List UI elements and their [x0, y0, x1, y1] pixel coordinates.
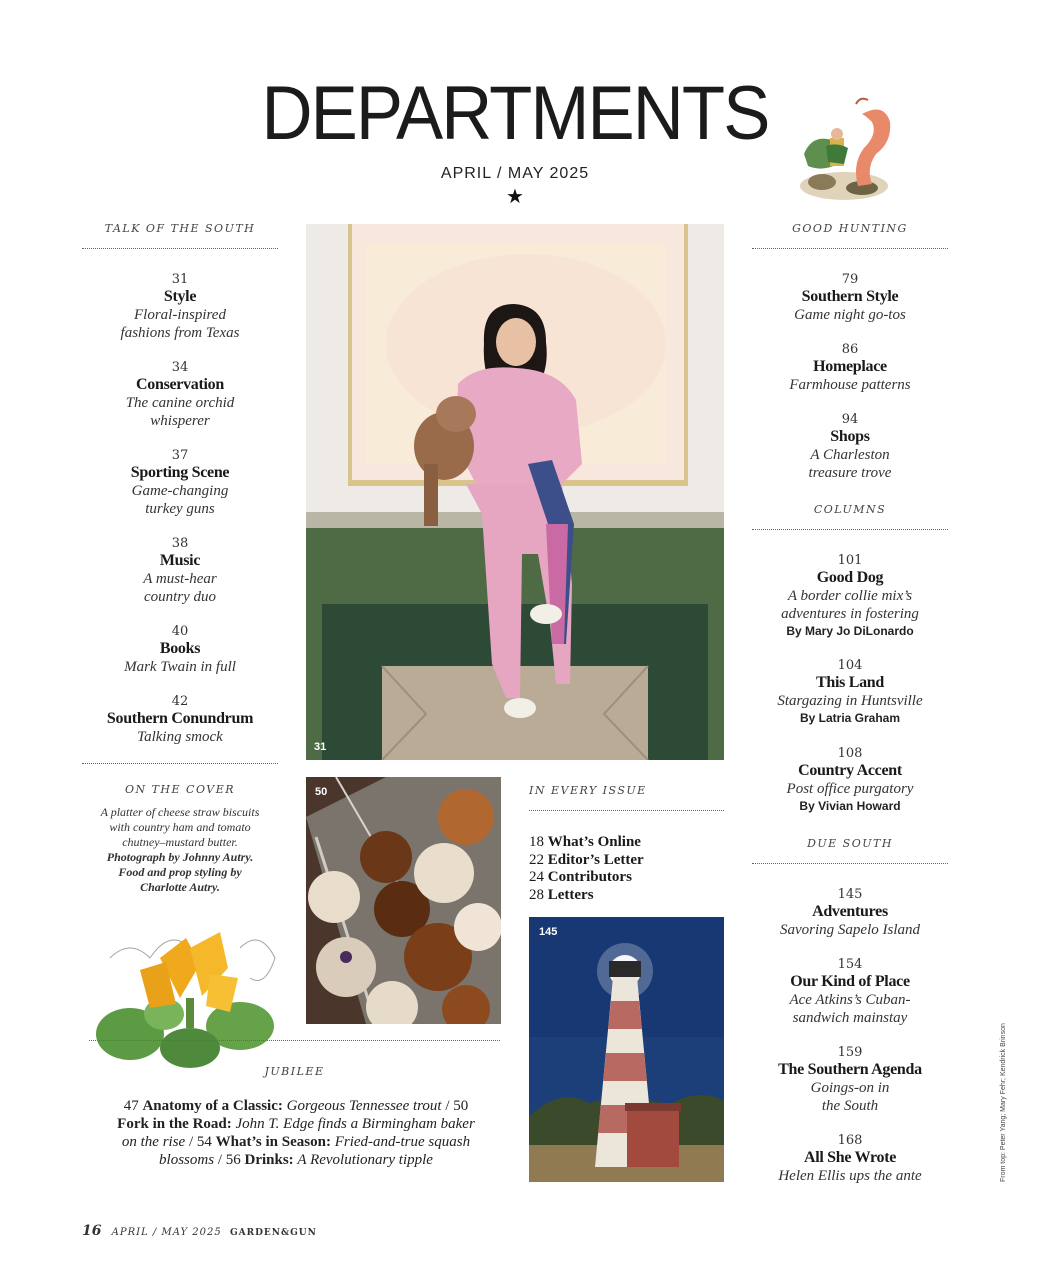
entry-desc: John T. Edge finds a Birmingham baker on the rise [121, 1116, 475, 1150]
page-number: 101 [837, 553, 863, 568]
page-number: 47 [123, 1098, 139, 1114]
divider [82, 248, 278, 249]
entry-title: Letters [547, 886, 594, 903]
divider [752, 529, 948, 530]
separator: / [214, 1152, 226, 1168]
byline: By Latria Graham [799, 711, 901, 725]
section-heading-in-every-issue: IN EVERY ISSUE [529, 784, 647, 797]
entry-title: Contributors [547, 869, 632, 885]
page-number: 54 [196, 1134, 212, 1150]
cover-caption-line: chutney–mustard butter. [122, 835, 238, 849]
entry-desc: country duo [143, 589, 217, 605]
entry-title: Shops [830, 428, 870, 445]
section-heading-due-south: DUE SOUTH [807, 837, 893, 850]
entry-title: This Land [815, 674, 884, 691]
divider [752, 863, 948, 864]
toc-entry-books[interactable] [82, 624, 278, 676]
entry-desc: Fried-and-true squash blossoms [159, 1134, 471, 1168]
page-number: 56 [225, 1152, 241, 1168]
section-heading-on-the-cover: ON THE COVER [124, 783, 236, 796]
entry-title[interactable]: Fork in the Road: [117, 1116, 232, 1132]
entry-desc: Post office purgatory [786, 781, 914, 797]
photo-page-number: 31 [314, 741, 327, 753]
toc-entry-sporting-scene[interactable] [82, 448, 278, 518]
entry-title[interactable]: Anatomy of a Classic: [142, 1098, 283, 1114]
entry-desc: Ace Atkins’s Cuban- [789, 992, 911, 1008]
entry-title: Our Kind of Place [790, 973, 910, 990]
entry-title: Editor’s Letter [547, 851, 644, 868]
entry-desc: Game night go-tos [794, 307, 906, 323]
entry-desc: Mark Twain in full [124, 659, 236, 675]
page-footer [82, 1223, 317, 1239]
entry-desc: fashions from Texas [120, 325, 240, 341]
cover-caption-line: with country ham and tomato [109, 820, 251, 834]
divider [89, 1040, 500, 1041]
entry-title: Adventures [812, 903, 888, 920]
divider [82, 763, 278, 764]
page-number: 86 [841, 342, 859, 357]
page-number: 79 [841, 272, 859, 287]
entry-title: Music [159, 552, 201, 569]
toc-entry-music[interactable] [82, 536, 278, 606]
page-number: 168 [837, 1133, 863, 1148]
page-number: 42 [171, 694, 189, 709]
entry-title: Southern Conundrum [106, 710, 254, 727]
section-heading-jubilee: JUBILEE [264, 1065, 325, 1078]
photo-page-number: 145 [539, 926, 558, 938]
page-number: 40 [171, 624, 189, 639]
entry-title: Good Dog [816, 569, 884, 586]
page-number: 50 [453, 1098, 469, 1114]
cover-caption-line: Photograph by Johnny Autry. [106, 850, 254, 864]
toc-entry-the-southern-agenda[interactable] [752, 1045, 948, 1115]
page-number: 154 [837, 957, 863, 972]
entry-desc: Helen Ellis ups the ante [778, 1168, 922, 1184]
entry-desc: Goings-on in [810, 1080, 890, 1096]
page-number: 145 [837, 887, 863, 902]
entry-desc: whisperer [150, 413, 210, 429]
in-every-issue-list [529, 834, 724, 904]
entry-desc: adventures in fostering [781, 606, 919, 622]
photo-pastries [306, 777, 501, 1024]
entry-desc: Savoring Sapelo Island [780, 922, 920, 938]
photo-page-number: 50 [315, 786, 328, 798]
entry-desc: Game-changing [131, 483, 229, 499]
entry-desc: A must-hear [143, 571, 217, 587]
entry-title: Style [163, 288, 197, 305]
entry-desc: sandwich mainstay [792, 1010, 908, 1026]
page-title: DEPARTMENTS [261, 71, 769, 156]
photo-lighthouse [529, 917, 724, 1182]
entry-desc: A Revolutionary tipple [297, 1152, 433, 1168]
entry-desc: The canine orchid [125, 395, 235, 411]
page-number: 24 [529, 869, 544, 885]
toc-entry-southern-style[interactable] [752, 272, 948, 324]
page-number: 22 [529, 851, 544, 868]
entry-title: All She Wrote [803, 1149, 897, 1166]
page-number: 28 [529, 886, 544, 903]
list-item[interactable] [529, 852, 724, 870]
toc-entry-this-land[interactable] [752, 658, 948, 726]
toc-entry-adventures[interactable] [752, 887, 948, 939]
entry-title: Homeplace [813, 358, 887, 375]
toc-entry-conservation[interactable] [82, 360, 278, 430]
entry-desc: the South [821, 1098, 879, 1114]
cover-caption-line: A platter of cheese straw biscuits [100, 805, 260, 819]
entry-desc: Talking smock [137, 729, 223, 745]
page-number: 94 [841, 412, 859, 427]
shrimp-illustration [792, 94, 898, 204]
page-number: 37 [171, 448, 189, 463]
cover-caption-line: Charlotte Autry. [140, 880, 220, 894]
entry-title: Country Accent [798, 762, 902, 779]
entry-desc: Floral-inspired [134, 307, 226, 323]
toc-entry-country-accent[interactable] [752, 746, 948, 814]
toc-entry-homeplace[interactable] [752, 342, 948, 394]
footer-magazine: GARDEN&GUN [229, 1228, 317, 1238]
page-number: 34 [171, 360, 189, 375]
section-heading-talk-of-the-south: TALK OF THE SOUTH [104, 222, 256, 235]
toc-entry-style[interactable] [82, 272, 278, 342]
divider [529, 810, 724, 811]
cover-caption-line: Food and prop styling by [118, 865, 242, 879]
entry-desc: A border collie mix’s [787, 588, 913, 604]
entry-title: Conservation [136, 376, 224, 393]
entry-title: Books [159, 640, 201, 657]
toc-entry-good-dog[interactable] [752, 553, 948, 639]
entry-desc: Gorgeous Tennessee trout [286, 1098, 442, 1114]
byline: By Vivian Howard [799, 799, 901, 813]
entry-desc: Stargazing in Huntsville [777, 693, 923, 709]
list-item[interactable] [529, 869, 724, 887]
photo-credit: From top: Peter Yang; Mary Fehr; Kendrick Brinson [1000, 1023, 1007, 1182]
list-item[interactable] [529, 887, 724, 905]
entry-desc: A Charleston [810, 447, 890, 463]
entry-title: Sporting Scene [130, 464, 230, 481]
section-heading-columns: COLUMNS [813, 503, 887, 516]
page-number: 104 [837, 658, 863, 673]
byline: By Mary Jo DiLonardo [786, 624, 914, 638]
jubilee-paragraph [112, 1097, 480, 1169]
toc-entry-shops[interactable] [752, 412, 948, 482]
entry-desc: treasure trove [808, 465, 892, 481]
cover-caption [82, 805, 278, 895]
separator: / [185, 1134, 197, 1150]
divider [752, 248, 948, 249]
folio-number: 16 [82, 1223, 102, 1239]
entry-desc: Farmhouse patterns [789, 377, 911, 393]
toc-entry-our-kind-of-place[interactable] [752, 957, 948, 1027]
toc-entry-all-she-wrote[interactable] [752, 1133, 948, 1185]
issue-date: APRIL / MAY 2025 [440, 165, 590, 182]
entry-title[interactable]: What’s in Season: [215, 1134, 331, 1150]
page-number: 18 [529, 834, 544, 850]
toc-entry-southern-conundrum[interactable] [82, 694, 278, 746]
entry-desc: turkey guns [145, 501, 215, 517]
section-heading-good-hunting: GOOD HUNTING [792, 222, 908, 235]
page-number: 108 [837, 746, 863, 761]
list-item[interactable] [529, 834, 724, 852]
photo-woman-with-dog [306, 224, 724, 760]
page-number: 159 [837, 1045, 863, 1060]
entry-title: The Southern Agenda [778, 1061, 922, 1078]
separator: / [441, 1098, 454, 1114]
entry-title[interactable]: Drinks: [244, 1152, 294, 1168]
footer-issue: APRIL / MAY 2025 [111, 1227, 222, 1238]
star-ornament: ★ [506, 184, 524, 208]
page-number: 38 [171, 536, 189, 551]
entry-title: What’s Online [547, 834, 641, 850]
entry-title: Southern Style [801, 288, 899, 305]
page-number: 31 [171, 272, 189, 287]
squash-blossom-illustration [90, 918, 282, 1074]
